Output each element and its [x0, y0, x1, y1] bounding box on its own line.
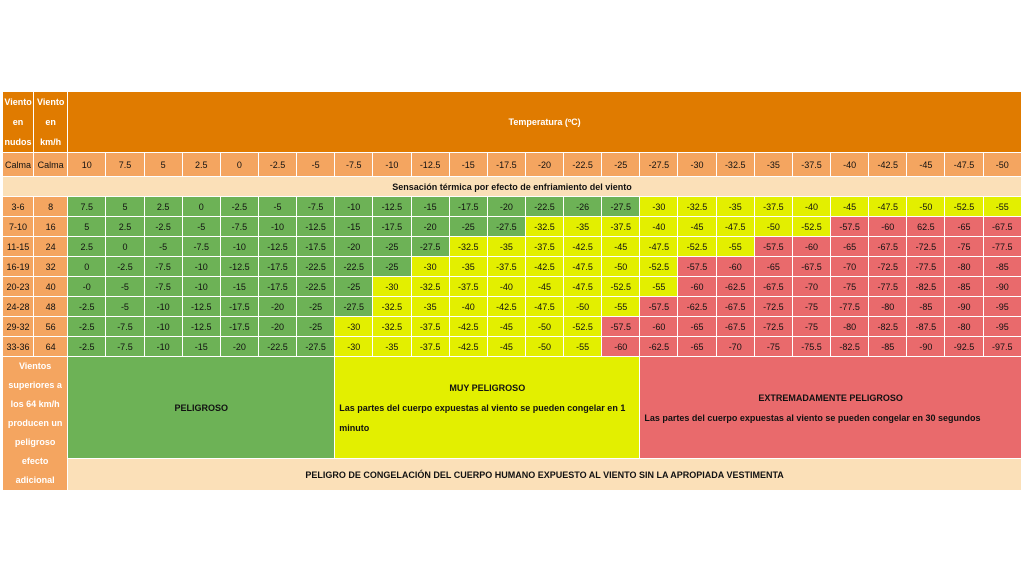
wind-chill-cell: -35 [564, 217, 602, 237]
wind-chill-cell: -2.5 [68, 337, 106, 357]
wind-chill-cell: -77.5 [869, 277, 907, 297]
wind-chill-cell: -60 [640, 317, 678, 337]
wind-chill-cell: -50 [602, 257, 640, 277]
zone-very-title: MUY PELIGROSO [449, 382, 526, 393]
wind-chill-cell: -52.5 [945, 197, 983, 217]
wind-chill-cell: -10 [144, 337, 182, 357]
wind-chill-cell: -90 [983, 277, 1021, 297]
subtitle-row [3, 177, 1022, 197]
wind-chill-cell: -75.5 [792, 337, 830, 357]
wind-chill-cell: -12.5 [182, 297, 220, 317]
wind-chill-cell: -90 [907, 337, 945, 357]
wind-chill-cell: 0 [106, 237, 144, 257]
table-row [3, 317, 1022, 337]
wind-chill-cell: -50 [907, 197, 945, 217]
table-row [3, 257, 1022, 277]
wind-chill-cell: -32.5 [449, 237, 487, 257]
temperature-cell: -10 [373, 153, 411, 177]
calm-kmh-cell: Calma [34, 153, 68, 177]
wind-chill-cell: -32.5 [411, 277, 449, 297]
wind-chill-cell: -5 [182, 217, 220, 237]
wind-chill-cell: -52.5 [564, 317, 602, 337]
wind-chill-cell: -80 [831, 317, 869, 337]
temperature-cell: -20 [525, 153, 563, 177]
wind-kmh-cell: 64 [34, 337, 68, 357]
wind-chill-cell: -45 [831, 197, 869, 217]
wind-kmh-cell: 56 [34, 317, 68, 337]
wind-chill-cell: -7.5 [182, 237, 220, 257]
wind-chill-cell: 0 [182, 197, 220, 217]
wind-chill-cell: -77.5 [831, 297, 869, 317]
temperature-cell: 0 [220, 153, 258, 177]
wind-chill-cell: -57.5 [640, 297, 678, 317]
temperature-cell: -5 [297, 153, 335, 177]
wind-chill-cell: -70 [831, 257, 869, 277]
zone-very-description: Las partes del cuerpo expuestas al viento se pueden congelar en 1 minuto [339, 402, 626, 433]
calm-knots-cell: Calma [3, 153, 34, 177]
wind-chill-cell: -17.5 [220, 297, 258, 317]
wind-chill-cell: -27.5 [335, 297, 373, 317]
wind-chill-cell: -17.5 [258, 277, 296, 297]
temperature-cell: -7.5 [335, 153, 373, 177]
wind-chill-cell: -50 [525, 337, 563, 357]
wind-chill-cell: -67.5 [716, 317, 754, 337]
wind-chill-cell: -30 [373, 277, 411, 297]
wind-chill-cell: -10 [182, 257, 220, 277]
wind-chill-cell: -90 [945, 297, 983, 317]
temperature-title: Temperatura (ºC) [68, 92, 1022, 153]
wind-kmh-cell: 24 [34, 237, 68, 257]
table-row [3, 277, 1022, 297]
wind-chill-cell: -62.5 [640, 337, 678, 357]
wind-chill-cell: -57.5 [831, 217, 869, 237]
wind-chill-cell: -22.5 [297, 257, 335, 277]
wind-chill-cell: -7.5 [297, 197, 335, 217]
zone-extremely-dangerous [640, 357, 1022, 459]
wind-kmh-cell: 8 [34, 197, 68, 217]
wind-chill-cell: -45 [487, 337, 525, 357]
wind-chill-cell: -82.5 [907, 277, 945, 297]
wind-chill-cell: -45 [678, 217, 716, 237]
temperature-cell: -12.5 [411, 153, 449, 177]
wind-chill-cell: -40 [792, 197, 830, 217]
wind-knots-cell: 11-15 [3, 237, 34, 257]
wind-chill-cell: -35 [487, 237, 525, 257]
wind-chill-cell: -85 [907, 297, 945, 317]
table-row [3, 297, 1022, 317]
wind-chill-cell: -37.5 [487, 257, 525, 277]
wind-kmh-cell: 16 [34, 217, 68, 237]
wind-chill-cell: -87.5 [907, 317, 945, 337]
wind-chill-cell: -40 [640, 217, 678, 237]
wind-chill-cell: -17.5 [373, 217, 411, 237]
wind-note: Vientos superiores a los 64 km/h producen un peligroso efecto adicional [3, 357, 68, 491]
wind-chill-cell: -45 [602, 237, 640, 257]
wind-chill-cell: -55 [983, 197, 1021, 217]
wind-chill-cell: -15 [220, 277, 258, 297]
temperature-cell: -37.5 [792, 153, 830, 177]
wind-chill-cell: -55 [640, 277, 678, 297]
wind-chill-cell: -47.5 [564, 277, 602, 297]
wind-chill-cell: -10 [144, 297, 182, 317]
wind-chill-cell: 0 [68, 257, 106, 277]
wind-chill-cell: -52.5 [640, 257, 678, 277]
wind-chill-cell: -17.5 [449, 197, 487, 217]
wind-chill-cell: -57.5 [678, 257, 716, 277]
wind-chill-cell: -37.5 [411, 337, 449, 357]
wind-chill-cell: -12.5 [373, 197, 411, 217]
temperature-cell: -17.5 [487, 153, 525, 177]
wind-chill-cell: -27.5 [411, 237, 449, 257]
temperature-cell: -25 [602, 153, 640, 177]
wind-chill-cell: -2.5 [106, 257, 144, 277]
wind-chill-cell: -85 [983, 257, 1021, 277]
wind-chill-cell: -22.5 [297, 277, 335, 297]
wind-chill-cell: -42.5 [449, 317, 487, 337]
wind-chill-cell: -7.5 [106, 337, 144, 357]
wind-chill-cell: -77.5 [907, 257, 945, 277]
wind-chill-cell: -17.5 [258, 257, 296, 277]
wind-chill-cell: 2.5 [68, 237, 106, 257]
wind-chill-cell: -42.5 [449, 337, 487, 357]
wind-chill-cell: -75 [945, 237, 983, 257]
wind-chill-cell: -30 [640, 197, 678, 217]
wind-chill-cell: -60 [678, 277, 716, 297]
wind-chill-cell: -25 [373, 257, 411, 277]
wind-chill-cell: -55 [602, 297, 640, 317]
wind-chill-cell: -60 [869, 217, 907, 237]
temperature-cell: -22.5 [564, 153, 602, 177]
wind-chill-cell: -5 [258, 197, 296, 217]
wind-chill-cell: -2.5 [220, 197, 258, 217]
wind-chill-cell: -20 [487, 197, 525, 217]
wind-chill-cell: -85 [945, 277, 983, 297]
temperature-cell: -2.5 [258, 153, 296, 177]
wind-chill-cell: -25 [449, 217, 487, 237]
wind-chill-cell: -60 [716, 257, 754, 277]
wind-chill-cell: -52.5 [792, 217, 830, 237]
wind-chill-cell: -35 [716, 197, 754, 217]
temperature-cell: 7.5 [106, 153, 144, 177]
wind-chill-table [2, 91, 1022, 491]
wind-chill-cell: -42.5 [487, 297, 525, 317]
wind-chill-cell: -7.5 [144, 277, 182, 297]
wind-chill-cell: -70 [716, 337, 754, 357]
wind-chill-cell: -32.5 [525, 217, 563, 237]
wind-chill-cell: -55 [716, 237, 754, 257]
wind-chill-cell: -10 [182, 277, 220, 297]
wind-knots-cell: 3-6 [3, 197, 34, 217]
temperature-row [3, 153, 1022, 177]
wind-chill-cell: -67.5 [716, 297, 754, 317]
wind-chill-cell: -27.5 [297, 337, 335, 357]
temperature-cell: -15 [449, 153, 487, 177]
wind-chill-cell: -67.5 [792, 257, 830, 277]
wind-chill-cell: -62.5 [678, 297, 716, 317]
wind-chill-cell: -60 [792, 237, 830, 257]
wind-chill-cell: -47.5 [564, 257, 602, 277]
zone-extreme-description: Las partes del cuerpo expuestas al viento se pueden congelar en 30 segundos [644, 412, 981, 423]
wind-chill-cell: -17.5 [220, 317, 258, 337]
wind-chill-cell: -2.5 [68, 317, 106, 337]
wind-chill-cell: -10 [144, 317, 182, 337]
wind-chill-cell: -45 [525, 277, 563, 297]
wind-chill-cell: -42.5 [525, 257, 563, 277]
table-row [3, 337, 1022, 357]
wind-chill-cell: -75 [792, 297, 830, 317]
wind-chill-cell: -72.5 [754, 297, 792, 317]
wind-chill-cell: -32.5 [373, 297, 411, 317]
wind-chill-cell: -65 [678, 317, 716, 337]
wind-chill-cell: -22.5 [335, 257, 373, 277]
wind-chill-cell: -57.5 [602, 317, 640, 337]
wind-chill-cell: -32.5 [678, 197, 716, 217]
wind-chill-cell: -25 [373, 237, 411, 257]
wind-chill-cell: -2.5 [144, 217, 182, 237]
wind-chill-cell: 2.5 [106, 217, 144, 237]
wind-chill-cell: 5 [106, 197, 144, 217]
wind-chill-cell: -20 [220, 337, 258, 357]
wind-chill-cell: -75 [754, 337, 792, 357]
wind-chill-cell: -5 [144, 237, 182, 257]
wind-chill-cell: -75 [792, 317, 830, 337]
temperature-cell: -45 [907, 153, 945, 177]
temperature-cell: -27.5 [640, 153, 678, 177]
wind-chill-cell: -35 [411, 297, 449, 317]
wind-chill-cell: -65 [831, 237, 869, 257]
wind-chill-cell: -67.5 [869, 237, 907, 257]
wind-chill-cell: -17.5 [297, 237, 335, 257]
zone-extreme-title: EXTREMADAMENTE PELIGROSO [758, 392, 903, 403]
wind-chill-cell: -80 [945, 317, 983, 337]
wind-chill-cell: -20 [258, 297, 296, 317]
wind-knots-cell: 29-32 [3, 317, 34, 337]
wind-chill-cell: -60 [602, 337, 640, 357]
wind-chill-cell: -30 [335, 317, 373, 337]
wind-chill-cell: -72.5 [754, 317, 792, 337]
wind-chill-cell: -52.5 [602, 277, 640, 297]
wind-chill-cell: -15 [335, 217, 373, 237]
temperature-cell: 2.5 [182, 153, 220, 177]
wind-chill-cell: -7.5 [220, 217, 258, 237]
wind-kmh-cell: 32 [34, 257, 68, 277]
wind-chill-cell: -82.5 [831, 337, 869, 357]
wind-kmh-cell: 48 [34, 297, 68, 317]
knots-header: Viento en nudos [3, 92, 34, 153]
wind-chill-cell: -50 [564, 297, 602, 317]
wind-chill-cell: -30 [411, 257, 449, 277]
temperature-cell: -50 [983, 153, 1021, 177]
wind-chill-cell: -12.5 [297, 217, 335, 237]
wind-knots-cell: 24-28 [3, 297, 34, 317]
temperature-cell: -30 [678, 153, 716, 177]
table-subtitle: Sensación térmica por efecto de enfriamiento del viento [3, 177, 1022, 197]
wind-chill-cell: -7.5 [144, 257, 182, 277]
table-row [3, 217, 1022, 237]
wind-chill-cell: -22.5 [258, 337, 296, 357]
wind-chill-cell: -0 [68, 277, 106, 297]
footer-warning: PELIGRO DE CONGELACIÓN DEL CUERPO HUMANO EXPUESTO AL VIENTO SIN LA APROPIADA VESTIMENTA [68, 459, 1022, 491]
wind-chill-cell: -10 [220, 237, 258, 257]
wind-knots-cell: 7-10 [3, 217, 34, 237]
wind-knots-cell: 20-23 [3, 277, 34, 297]
wind-chill-cell: -32.5 [373, 317, 411, 337]
wind-chill-cell: -47.5 [869, 197, 907, 217]
wind-chill-cell: -12.5 [220, 257, 258, 277]
zones-row [3, 357, 1022, 459]
wind-chill-cell: -20 [258, 317, 296, 337]
zone-dangerous: PELIGROSO [68, 357, 335, 459]
wind-chill-cell: -40 [487, 277, 525, 297]
wind-chill-cell: -55 [564, 337, 602, 357]
wind-chill-cell: -5 [106, 297, 144, 317]
wind-chill-cell: -67.5 [983, 217, 1021, 237]
temperature-cell: -47.5 [945, 153, 983, 177]
wind-chill-cell: -92.5 [945, 337, 983, 357]
wind-chill-cell: -37.5 [449, 277, 487, 297]
wind-chill-cell: -47.5 [716, 217, 754, 237]
wind-kmh-cell: 40 [34, 277, 68, 297]
wind-chill-cell: -82.5 [869, 317, 907, 337]
wind-chill-cell: -35 [449, 257, 487, 277]
temperature-cell: 5 [144, 153, 182, 177]
wind-chill-cell: -70 [792, 277, 830, 297]
wind-chill-cell: -12.5 [182, 317, 220, 337]
wind-chill-cell: -65 [678, 337, 716, 357]
wind-chill-cell: -47.5 [525, 297, 563, 317]
wind-chill-cell: -72.5 [869, 257, 907, 277]
wind-chill-cell: -5 [106, 277, 144, 297]
wind-chill-cell: -2.5 [68, 297, 106, 317]
temperature-cell: -35 [754, 153, 792, 177]
wind-chill-cell: -65 [754, 257, 792, 277]
wind-chill-cell: -42.5 [564, 237, 602, 257]
wind-chill-cell: -45 [487, 317, 525, 337]
wind-chill-cell: -85 [869, 337, 907, 357]
table-row [3, 237, 1022, 257]
wind-chill-cell: -25 [335, 277, 373, 297]
temperature-cell: -32.5 [716, 153, 754, 177]
wind-knots-cell: 33-36 [3, 337, 34, 357]
wind-chill-cell: -57.5 [754, 237, 792, 257]
wind-chill-cell: -12.5 [258, 237, 296, 257]
wind-chill-cell: -10 [258, 217, 296, 237]
temperature-cell: -42.5 [869, 153, 907, 177]
wind-chill-cell: -27.5 [487, 217, 525, 237]
wind-chill-cell: -50 [754, 217, 792, 237]
wind-chill-cell: -37.5 [754, 197, 792, 217]
wind-chill-cell: -95 [983, 317, 1021, 337]
kmh-header: Viento en km/h [34, 92, 68, 153]
wind-chill-cell: -40 [449, 297, 487, 317]
wind-chill-cell: -77.5 [983, 237, 1021, 257]
wind-chill-cell: -62.5 [716, 277, 754, 297]
wind-chill-cell: -22.5 [525, 197, 563, 217]
wind-chill-cell: -37.5 [602, 217, 640, 237]
wind-chill-cell: 7.5 [68, 197, 106, 217]
wind-chill-cell: -20 [411, 217, 449, 237]
header-row [3, 92, 1022, 153]
wind-chill-cell: -47.5 [640, 237, 678, 257]
wind-chill-cell: -25 [297, 317, 335, 337]
wind-chill-cell: 5 [68, 217, 106, 237]
footer-row [3, 459, 1022, 491]
wind-chill-cell: -52.5 [678, 237, 716, 257]
wind-chill-cell: 2.5 [144, 197, 182, 217]
wind-chill-cell: -67.5 [754, 277, 792, 297]
wind-chill-cell: -30 [335, 337, 373, 357]
wind-chill-cell: -27.5 [602, 197, 640, 217]
wind-chill-cell: -37.5 [411, 317, 449, 337]
table-row [3, 197, 1022, 217]
wind-chill-cell: -7.5 [106, 317, 144, 337]
wind-chill-cell: 62.5 [907, 217, 945, 237]
wind-chill-cell: -65 [945, 217, 983, 237]
wind-chill-cell: -95 [983, 297, 1021, 317]
wind-chill-cell: -97.5 [983, 337, 1021, 357]
wind-chill-cell: -72.5 [907, 237, 945, 257]
wind-chill-cell: -26 [564, 197, 602, 217]
wind-chill-cell: -15 [411, 197, 449, 217]
wind-chill-cell: -15 [182, 337, 220, 357]
wind-chill-cell: -25 [297, 297, 335, 317]
zone-very-dangerous [335, 357, 640, 459]
temperature-cell: 10 [68, 153, 106, 177]
temperature-cell: -40 [831, 153, 869, 177]
wind-knots-cell: 16-19 [3, 257, 34, 277]
wind-chill-cell: -75 [831, 277, 869, 297]
wind-chill-cell: -37.5 [525, 237, 563, 257]
wind-chill-cell: -35 [373, 337, 411, 357]
wind-chill-cell: -10 [335, 197, 373, 217]
wind-chill-cell: -50 [525, 317, 563, 337]
wind-chill-cell: -80 [869, 297, 907, 317]
wind-chill-cell: -20 [335, 237, 373, 257]
wind-chill-cell: -80 [945, 257, 983, 277]
